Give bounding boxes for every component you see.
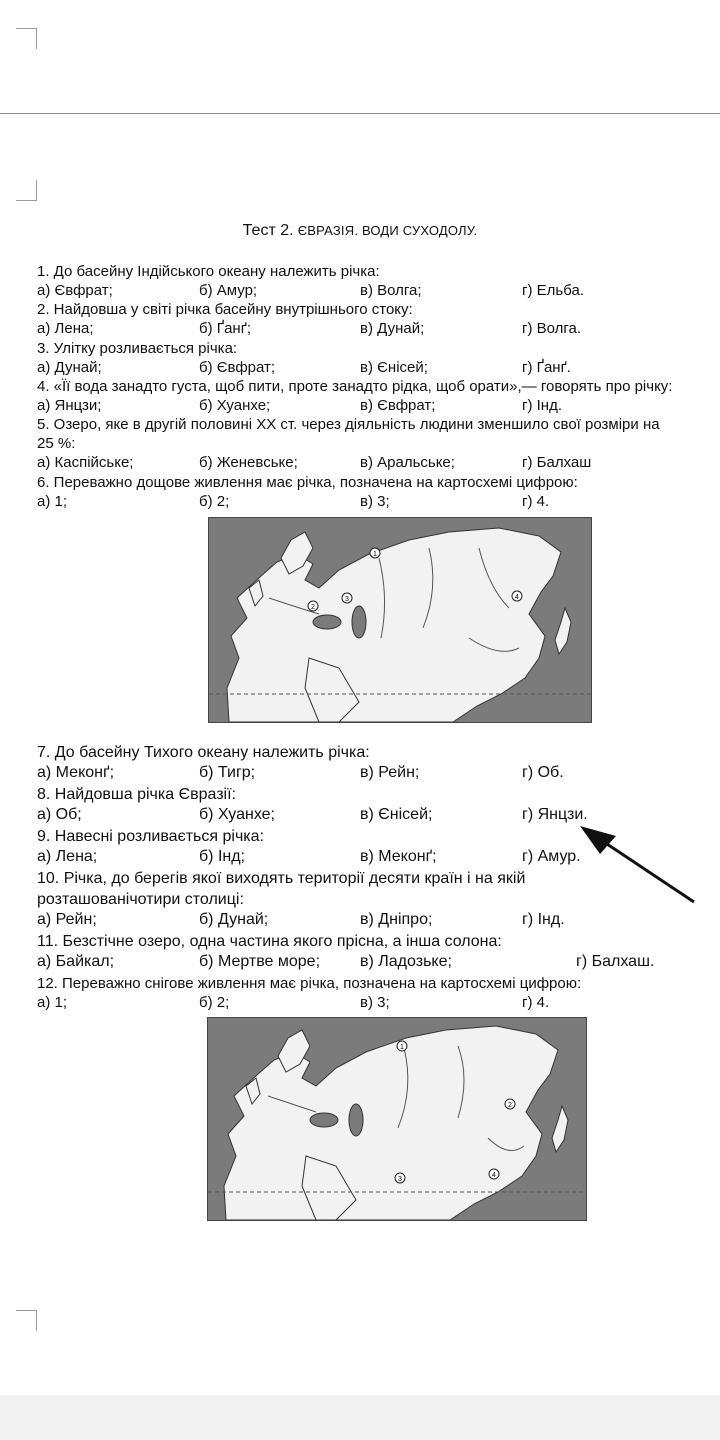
options-12 <box>37 994 720 1014</box>
option-c[interactable]: в) Єнісей; <box>360 806 433 823</box>
question-4: 4. «Її вода занадто густа, щоб пити, проте занадто рідка, щоб орати»,— говорять про річку: <box>37 378 673 395</box>
question-10: 10. Річка, до берегів якої виходять території десяти країн і на якій <box>37 870 526 887</box>
option-c[interactable]: в) Рейн; <box>360 764 420 781</box>
option-b[interactable]: б) 2; <box>199 994 230 1011</box>
option-c[interactable]: в) Аральське; <box>360 454 455 471</box>
option-a[interactable]: а) Рейн; <box>37 911 97 928</box>
option-a[interactable]: а) Каспійське; <box>37 454 134 471</box>
option-d[interactable]: г) 4. <box>522 493 550 510</box>
option-d[interactable]: г) 4. <box>522 994 550 1011</box>
question-5: 5. Озеро, яке в другій половині XX ст. через діяльність людини зменшило свої розміри на <box>37 416 660 433</box>
option-a[interactable]: а) Янцзи; <box>37 397 102 414</box>
option-b[interactable]: б) Женевське; <box>199 454 298 471</box>
question-3: 3. Улітку розливається річка: <box>37 340 238 357</box>
question-10-continued: розташованічотири столиці: <box>37 891 244 908</box>
bottom-bar <box>0 1395 720 1440</box>
map-label-4: 4 <box>492 1172 496 1179</box>
option-a[interactable]: а) 1; <box>37 994 68 1011</box>
map-label-1: 1 <box>373 551 377 558</box>
options-5 <box>37 454 720 474</box>
option-b[interactable]: б) Мертве море; <box>199 953 321 970</box>
question-7: 7. До басейну Тихого океану належить річка: <box>37 744 370 761</box>
question-8: 8. Найдовша річка Євразії: <box>37 786 236 803</box>
eurasia-map-1 <box>208 517 592 723</box>
option-b[interactable]: б) 2; <box>199 493 230 510</box>
question-12: 12. Переважно снігове живлення має річка, позначена на картосхемі цифрою: <box>37 975 582 992</box>
option-c[interactable]: в) Ладозьке; <box>360 953 452 970</box>
map-label-3: 3 <box>345 596 349 603</box>
options-11 <box>37 953 720 975</box>
option-a[interactable]: а) Меконґ; <box>37 764 115 781</box>
arrow-icon <box>570 818 700 908</box>
question-2: 2. Найдовша у світі річка басейну внутрішнього стоку: <box>37 301 413 318</box>
options-2 <box>37 320 720 340</box>
page-corner-mark <box>16 180 37 201</box>
map-label-4: 4 <box>515 594 519 601</box>
question-6: 6. Переважно дощове живлення має річка, позначена на картосхемі цифрою: <box>37 474 578 491</box>
option-c[interactable]: в) Євфрат; <box>360 397 436 414</box>
question-11: 11. Безстічне озеро, одна частина якого прісна, а інша солона: <box>37 933 502 950</box>
options-7 <box>37 764 720 786</box>
option-b[interactable]: б) Євфрат; <box>199 359 276 376</box>
option-a[interactable]: а) Лена; <box>37 320 94 337</box>
page-corner-mark <box>16 1310 37 1331</box>
options-3 <box>37 359 720 379</box>
option-d[interactable]: г) Інд. <box>522 397 563 414</box>
map-label-1: 1 <box>400 1044 404 1051</box>
page-title <box>0 222 720 240</box>
option-d[interactable]: г) Об. <box>522 764 564 781</box>
option-d[interactable]: г) Ґанґ. <box>522 359 571 376</box>
option-d[interactable]: г) Ельба. <box>522 282 584 299</box>
options-4 <box>37 397 720 417</box>
option-b[interactable]: б) Хуанхе; <box>199 806 275 823</box>
option-a[interactable]: а) Євфрат; <box>37 282 113 299</box>
map-label-2: 2 <box>508 1102 512 1109</box>
options-10 <box>37 911 720 933</box>
option-b[interactable]: б) Тигр; <box>199 764 256 781</box>
option-a[interactable]: а) Лена; <box>37 848 98 865</box>
page-corner-mark <box>16 28 37 49</box>
option-c[interactable]: в) 3; <box>360 493 390 510</box>
options-6 <box>37 493 720 513</box>
map-label-3: 3 <box>398 1176 402 1183</box>
question-9: 9. Навесні розливається річка: <box>37 828 264 845</box>
option-d[interactable]: г) Балхаш <box>522 454 592 471</box>
option-c[interactable]: в) Єнісей; <box>360 359 428 376</box>
eurasia-map-2 <box>207 1017 587 1221</box>
option-c[interactable]: в) 3; <box>360 994 390 1011</box>
option-a[interactable]: а) Об; <box>37 806 82 823</box>
option-a[interactable]: а) Байкал; <box>37 953 115 970</box>
map-label-2: 2 <box>311 604 315 611</box>
option-d[interactable]: г) Янцзи. <box>522 806 588 823</box>
option-a[interactable]: а) Дунай; <box>37 359 102 376</box>
option-d[interactable]: г) Балхаш. <box>576 953 655 970</box>
option-a[interactable]: а) 1; <box>37 493 68 510</box>
title-lead: Тест 2. <box>242 222 294 239</box>
options-1 <box>37 282 720 302</box>
option-b[interactable]: б) Амур; <box>199 282 258 299</box>
option-b[interactable]: б) Хуанхе; <box>199 397 271 414</box>
option-d[interactable]: г) Волга. <box>522 320 582 337</box>
title-rest: ЄВРАЗІЯ. ВОДИ СУХОДОЛУ. <box>297 223 478 238</box>
option-d[interactable]: г) Інд. <box>522 911 565 928</box>
page-divider <box>0 113 720 114</box>
map-drawing <box>209 518 591 722</box>
question-5-continued: 25 %: <box>37 435 76 452</box>
map-drawing <box>208 1018 586 1220</box>
option-c[interactable]: в) Дніпро; <box>360 911 433 928</box>
option-c[interactable]: в) Дунай; <box>360 320 425 337</box>
option-c[interactable]: в) Меконґ; <box>360 848 437 865</box>
option-b[interactable]: б) Дунай; <box>199 911 269 928</box>
question-1: 1. До басейну Індійського океану належить річка: <box>37 263 380 280</box>
option-b[interactable]: б) Інд; <box>199 848 245 865</box>
option-b[interactable]: б) Ґанґ; <box>199 320 252 337</box>
option-d[interactable]: г) Амур. <box>522 848 581 865</box>
option-c[interactable]: в) Волга; <box>360 282 422 299</box>
